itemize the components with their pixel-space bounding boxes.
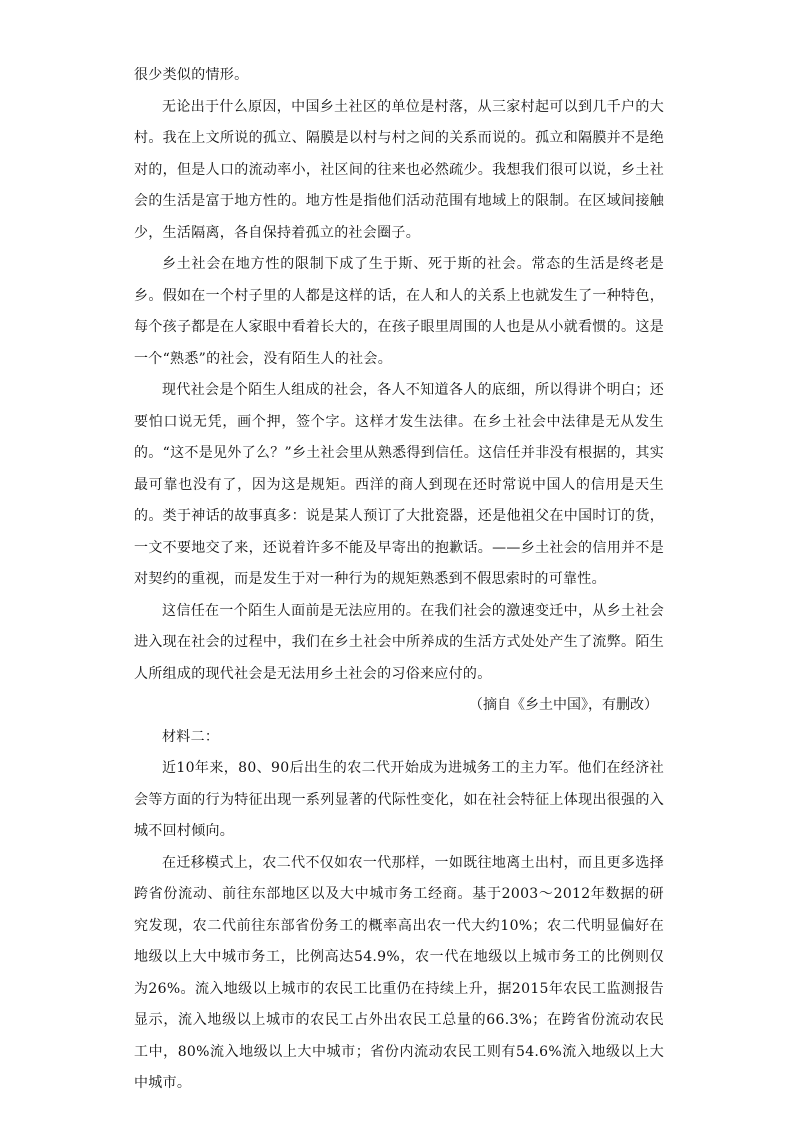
paragraph-trust: 这信任在一个陌生人面前是无法应用的。在我们社会的激速变迁中，从乡土社会进入现在社会的过程中，我们在乡土社会中所养成的生活方式处处产生了流弊。陌生人所组成的现代社会是无法用乡土社会的习俗来应付的。	[134, 602, 664, 682]
paragraph-locality: 乡土社会在地方性的限制下成了生于斯、死于斯的社会。常态的生活是终老是乡。假如在一个村子里的人都是这样的话，在人和人的关系上也就发生了一种特色，每个孩子都是在人家眼中看着长大的，在孩子眼里周围的人也是从小就看惯的。这是一个“熟悉”的社会，没有陌生人的社会。	[134, 256, 664, 367]
source-note: （摘自《乡土中国》，有删改）	[469, 697, 658, 713]
paragraph-continuation: 很少类似的情形。	[134, 67, 249, 83]
paragraph-migration-pattern: 在迁移模式上，农二代不仅如农一代那样，一如既往地离土出村，而且更多选择跨省份流动、前往东部地区以及大中城市务工经商。基于2003～2012年数据的研究发现，农二代前往东部省份务工的概率高出农一代大约10%；农二代明显偏好在地级以上大中城市务工，比例高达54.9%，农一代在地级以上城市务工的比例则仅为26%。流入地级以上城市的农民工比重仍在持续上升，据2015年农民工监测报告显示，流入地级以上城市的农民工占外出农民工总量的66.3%；在跨省份流动农民工中，80%流入地级以上大中城市；省份内流动农民工则有54.6%流入地级以上大中城市。	[134, 854, 664, 1091]
paragraph-modern-society: 现代社会是个陌生人组成的社会，各人不知道各人的底细，所以得讲个明白；还要怕口说无凭，画个押，签个字。这样才发生法律。在乡土社会中法律是无从发生的。“这不是见外了么？”乡土社会里从熟悉得到信任。这信任并非没有根据的，其实最可靠也没有了，因为这是规矩。西洋的商人到现在还时常说中国人的信用是天生的。类于神话的故事真多：说是某人预订了大批瓷器，还是他祖父在中国时订的货，一文不要地交了来，还说着许多不能及早寄出的抱歉话。——乡土社会的信用并不是对契约的重视，而是发生于对一种行为的规矩熟悉到不假思索时的可靠性。	[134, 382, 664, 587]
document-body	[134, 60, 664, 1100]
material-two-label: 材料二：	[162, 728, 220, 745]
paragraph-second-generation: 近10年来，80、90后出生的农二代开始成为进城务工的主力军。他们在经济社会等方面的行为特征出现一系列显著的代际性变化，如在社会特征上体现出很强的入城不回村倾向。	[134, 760, 664, 839]
paragraph-rural-community: 无论出于什么原因，中国乡土社区的单位是村落，从三家村起可以到几千户的大村。我在上文所说的孤立、隔膜是以村与村之间的关系而说的。孤立和隔膜并不是绝对的，但是人口的流动率小，社区间的往来也必然疏少。我想我们很可以说，乡土社会的生活是富于地方性的。地方性是指他们活动范围有地域上的限制。在区域间接触少，生活隔离，各自保持着孤立的社会圈子。	[134, 98, 664, 241]
